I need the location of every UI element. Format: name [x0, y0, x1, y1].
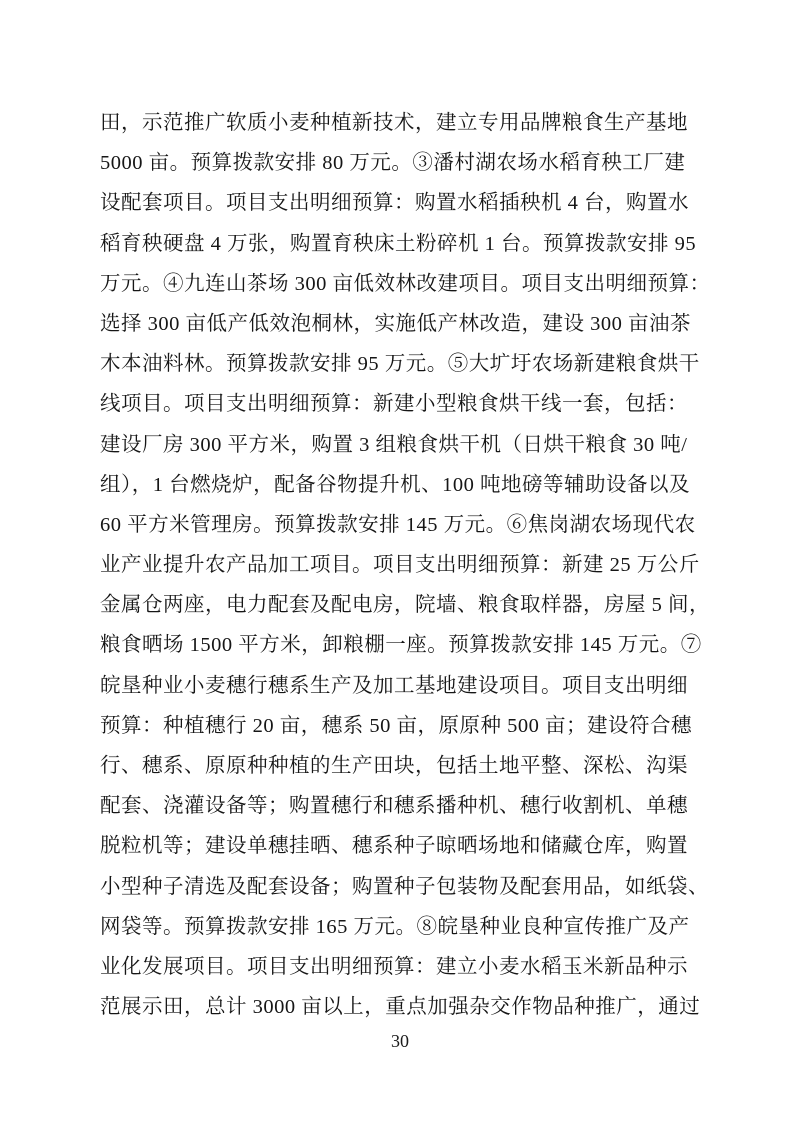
text-line: 行、穗系、原原种种植的生产田块，包括土地平整、深松、沟渠	[100, 755, 688, 777]
text-line: 配套、浇灌设备等；购置穗行和穗系播种机、穗行收割机、单穗	[100, 795, 688, 818]
text-line: 选择 300 亩低产低效泡桐林，实施低产林改造，建设 300 亩油茶	[100, 312, 691, 335]
text-line: 田，示范推广软质小麦种植新技术，建立专用品牌粮食生产基地	[100, 112, 688, 134]
text-line: 脱粒机等；建设单穗挂晒、穗系种子晾晒场地和储藏仓库，购置	[100, 835, 688, 858]
text-line: 预算：种植穗行 20 亩，穗系 50 亩，原原种 500 亩；建设符合穗	[100, 714, 692, 737]
text-line: 建设厂房 300 平方米，购置 3 组粮食烘干机（日烘干粮食 30 吨/	[100, 433, 688, 456]
text-line: 小型种子清选及配套设备；购置种子包装物及配套用品，如纸袋、	[100, 875, 709, 898]
text-line: 业产业提升农产品加工项目。项目支出明细预算：新建 25 万公斤	[100, 554, 700, 577]
page-number: 30	[391, 1031, 409, 1051]
text-line: 范展示田，总计 3000 亩以上，重点加强杂交作物品种推广，通过	[100, 996, 701, 1019]
text-line: 皖垦种业小麦穗行穗系生产及加工基地建设项目。项目支出明细	[100, 674, 688, 697]
text-line: 稻育秧硬盘 4 万张，购置育秧床土粉碎机 1 台。预算拨款安排 95	[100, 232, 697, 255]
text-line: 粮食晒场 1500 平方米，卸粮棚一座。预算拨款安排 145 万元。⑦	[100, 634, 702, 657]
text-line: 线项目。项目支出明细预算：新建小型粮食烘干线一套，包括：	[100, 393, 688, 416]
text-line: 万元。④九连山茶场 300 亩低效林改建项目。项目支出明细预算：	[100, 272, 711, 295]
text-line: 60 平方米管理房。预算拨款安排 145 万元。⑥焦岗湖农场现代农	[100, 513, 696, 536]
document-body-text	[100, 103, 711, 1027]
text-line: 木本油料林。预算拨款安排 95 万元。⑤大圹圩农场新建粮食烘干	[100, 353, 700, 376]
text-line: 设配套项目。项目支出明细预算：购置水稻插秧机 4 台，购置水	[100, 192, 689, 215]
text-line: 网袋等。预算拨款安排 165 万元。⑧皖垦种业良种宣传推广及产	[100, 915, 690, 938]
text-line: 业化发展项目。项目支出明细预算：建立小麦水稻玉米新品种示	[100, 955, 688, 978]
text-line: 5000 亩。预算拨款安排 80 万元。③潘村湖农场水稻育秧工厂建	[100, 152, 686, 175]
text-line: 组），1 台燃烧炉，配备谷物提升机、100 吨地磅等辅助设备以及	[100, 473, 690, 496]
text-line: 金属仓两座，电力配套及配电房，院墙、粮食取样器，房屋 5 间，	[100, 594, 710, 617]
